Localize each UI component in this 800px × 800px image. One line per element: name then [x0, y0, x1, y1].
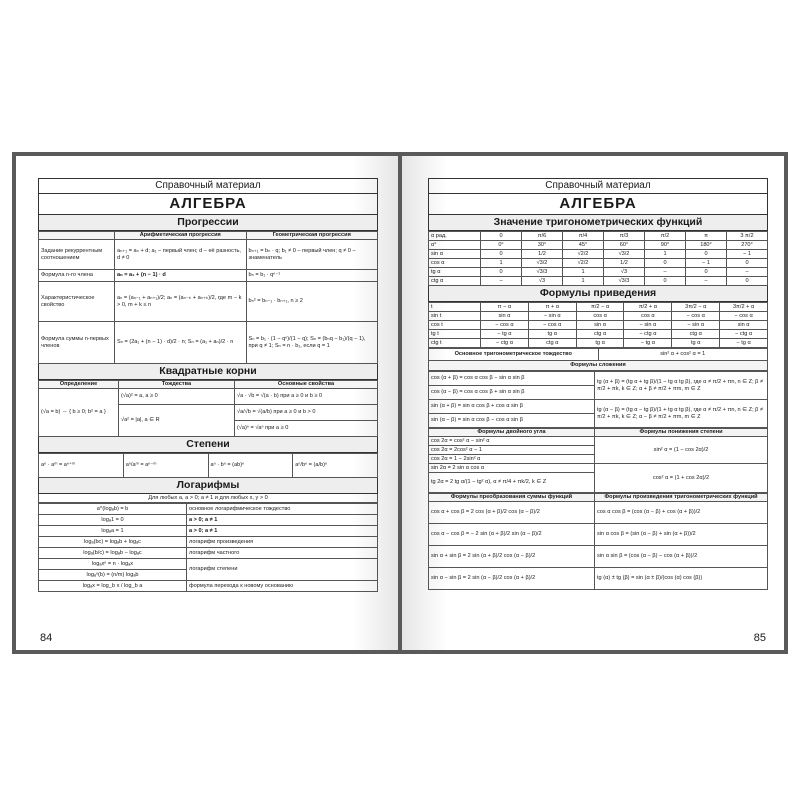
reduction-cell: tg α: [576, 339, 624, 348]
addition-formula: cos (α − β) = cos α cos β + sin α sin β: [429, 386, 595, 400]
log-formula: logₐa = 1: [39, 526, 187, 537]
trig-cell: 1/2: [522, 250, 563, 259]
section-roots: Квадратные корни: [38, 364, 378, 380]
reduction-cell: − cos α: [720, 312, 768, 321]
page-right: [402, 156, 784, 650]
arith-cell: Sₙ = (2a₁ + (n − 1) · d)/2 · n; Sₙ = (a₁ + aₙ)/2 · n: [115, 322, 247, 364]
table-header: Геометрическая прогрессия: [246, 232, 378, 240]
geom-cell: Sₙ = b₁ · (1 − qⁿ)/(1 − q); Sₙ = (bₙq − b₁)/(q − 1), при q ≠ 1; Sₙ = n · b₁, если q = 1: [246, 322, 378, 364]
trig-cell: 0: [727, 259, 768, 268]
reduction-cell: π/2 − α: [576, 303, 624, 312]
log-desc: логарифм произведения: [187, 537, 378, 548]
section-logs: Логарифмы: [38, 478, 378, 494]
reduction-cell: − cos α: [672, 312, 720, 321]
main-title: АЛГЕБРА: [428, 194, 768, 215]
product-formula: cos α cos β = (cos (α − β) + cos (α + β))/2: [595, 502, 768, 524]
reduction-cell: − sin α: [528, 312, 576, 321]
trig-label: ctg α: [429, 277, 481, 286]
lowering-formula: cos² α = (1 + cos 2α)/2: [595, 464, 768, 493]
power-cell: aⁿ · aᵐ = aⁿ⁺ᵐ: [39, 454, 124, 478]
product-formula: tg (α) ± tg (β) = sin (α ± β)/(cos (α) cos (β)): [595, 568, 768, 590]
main-title: АЛГЕБРА: [38, 194, 378, 215]
reduction-cell: − tg α: [624, 339, 672, 348]
trig-label: cos α: [429, 259, 481, 268]
table-header: Формулы понижения степени: [595, 429, 768, 437]
row-label: Формула суммы n-первых членов: [39, 322, 115, 364]
reduction-cell: π − α: [481, 303, 529, 312]
trig-cell: 0: [686, 268, 727, 277]
addition-table: [428, 371, 768, 428]
power-cell: aⁿ/aᵐ = aⁿ⁻ᵐ: [123, 454, 208, 478]
roots-table: [38, 380, 378, 437]
trig-cell: √2/2: [563, 259, 604, 268]
root-property: √a/√b = √(a/b) при a ≥ 0 и b > 0: [235, 405, 378, 421]
geom-cell: bₙ² = bₙ₋₁ · bₙ₊₁, n ≥ 2: [246, 282, 378, 322]
trig-cell: √3/2: [522, 259, 563, 268]
trig-cell: 30°: [522, 241, 563, 250]
double-formula: tg 2α = 2 tg α/(1 − tg² α), α ≠ π/4 + πk/2, k ∈ Z: [429, 473, 595, 493]
reduction-cell: − ctg α: [624, 330, 672, 339]
sum-formula: sin α − sin β = 2 sin (α − β)/2 cos (α + β)/2: [429, 568, 595, 590]
trig-cell: 3 π/2: [727, 232, 768, 241]
book-spread: [12, 152, 788, 654]
log-formula: logₐx = log_b x / log_b a: [39, 581, 187, 592]
page-number: 84: [40, 632, 53, 644]
transform-table: [428, 493, 768, 590]
trig-cell: 0: [727, 277, 768, 286]
reduction-cell: − ctg α: [720, 330, 768, 339]
reduction-cell: − sin α: [672, 321, 720, 330]
sum-formula: cos α + cos β = 2 cos (α + β)/2 cos (α − β)/2: [429, 502, 595, 524]
trig-cell: 180°: [686, 241, 727, 250]
reduction-cell: 3π/2 + α: [720, 303, 768, 312]
trig-cell: 0: [481, 232, 522, 241]
row-label: Формула n-го члена: [39, 270, 115, 282]
sum-formula: sin α + sin β = 2 sin (α + β)/2 cos (α − β)/2: [429, 546, 595, 568]
table-header: Формулы произведения тригонометрических функций: [595, 494, 768, 502]
addition-formula: sin (α + β) = sin α cos β + cos α sin β: [429, 400, 595, 414]
log-desc: логарифм частного: [187, 548, 378, 559]
identity-formula: sin² α + cos² α = 1: [598, 349, 768, 361]
log-formula: logₐⁿ(b) = (n/m) logₐb: [39, 570, 187, 581]
row-label: Задание рекуррентным соотношением: [39, 240, 115, 270]
product-formula: sin α cos β = (sin (α − β) + sin (α + β))/2: [595, 524, 768, 546]
reduction-cell: − ctg α: [481, 339, 529, 348]
reduction-cell: − cos α: [528, 321, 576, 330]
reduction-cell: ctg α: [672, 330, 720, 339]
reduction-cell: cos α: [624, 312, 672, 321]
geom-cell: bₙ = b₁ · qⁿ⁻¹: [246, 270, 378, 282]
addition-formula: cos (α + β) = cos α cos β − sin α sin β: [429, 372, 595, 386]
reduction-label: sin t: [429, 312, 481, 321]
trig-cell: 0: [645, 277, 686, 286]
log-formula: a^(logₐb) = b: [39, 504, 187, 515]
table-header: [39, 232, 115, 240]
page-left: [16, 156, 398, 650]
section-trig-values: Значение тригонометрических функций: [428, 215, 768, 231]
reduction-cell: sin α: [576, 321, 624, 330]
reduction-label: t: [429, 303, 481, 312]
reduction-cell: sin α: [481, 312, 529, 321]
table-header: Арифметическая прогрессия: [115, 232, 247, 240]
page-number: 85: [753, 632, 766, 644]
trig-cell: 1: [481, 259, 522, 268]
trig-cell: 0°: [481, 241, 522, 250]
trig-cell: − 1: [727, 250, 768, 259]
reduction-cell: ctg α: [528, 339, 576, 348]
reduction-cell: cos α: [576, 312, 624, 321]
ref-title: Справочный материал: [38, 178, 378, 194]
reduction-cell: sin α: [720, 321, 768, 330]
row-label: Характеристическое свойство: [39, 282, 115, 322]
trig-cell: 1: [563, 277, 604, 286]
addition-formula: sin (α − β) = sin α cos β − cos α sin β: [429, 414, 595, 428]
reduction-cell: − tg α: [481, 330, 529, 339]
logs-table: [38, 503, 378, 592]
trig-cell: 0: [481, 250, 522, 259]
table-header: Формулы двойного угла: [429, 429, 595, 437]
double-formula: cos 2α = 2cos² α − 1: [429, 446, 595, 455]
section-powers: Степени: [38, 437, 378, 453]
powers-table: [38, 453, 378, 478]
trig-cell: –: [727, 268, 768, 277]
table-header: Формулы преобразования суммы функций: [429, 494, 595, 502]
root-property: √a · √b = √(a · b) при a ≥ 0 и b ≥ 0: [235, 389, 378, 405]
trig-cell: √3/2: [604, 250, 645, 259]
trig-cell: 0: [481, 268, 522, 277]
addition-tg-formula: tg (α + β) = (tg α + tg β)/(1 − tg α tg β), где α ≠ π/2 + πn, n ∈ Z; β ≠ π/2 + πk, k ∈ Z; α + β ≠ π/2 + πm, m ∈ Z: [595, 372, 768, 400]
log-desc: a > 0; a ≠ 1: [187, 526, 378, 537]
double-lowering-table: [428, 428, 768, 493]
trig-cell: √3: [522, 277, 563, 286]
arith-cell: aₙ = a₁ + (n − 1) · d: [115, 270, 247, 282]
reduction-cell: tg α: [672, 339, 720, 348]
log-desc: формула перехода к новому основанию: [187, 581, 378, 592]
root-definition: (√a = b) ⇔ { b ≥ 0; b² = a }: [39, 389, 119, 437]
trig-cell: 1: [645, 250, 686, 259]
identity-table: [428, 348, 768, 361]
trig-cell: √3/3: [522, 268, 563, 277]
reduction-table: [428, 302, 768, 348]
table-header: Определение: [39, 381, 119, 389]
power-cell: aⁿ · bⁿ = (ab)ⁿ: [208, 454, 293, 478]
trig-cell: 90°: [645, 241, 686, 250]
reduction-cell: π + α: [528, 303, 576, 312]
trig-cell: 0: [645, 259, 686, 268]
reduction-cell: − cos α: [481, 321, 529, 330]
root-property: (√a)ⁿ = √aⁿ при a ≥ 0: [235, 421, 378, 437]
trig-cell: π/3: [604, 232, 645, 241]
root-identity: (√a)² = a, a ≥ 0: [119, 389, 235, 405]
reduction-cell: ctg α: [576, 330, 624, 339]
table-header: Основные свойства: [235, 381, 378, 389]
double-formula: sin 2α = 2 sin α cos α: [429, 464, 595, 473]
product-formula: sin α sin β = (cos (α − β) − cos (α + β))/2: [595, 546, 768, 568]
trig-cell: 45°: [563, 241, 604, 250]
trig-label: tg α: [429, 268, 481, 277]
trig-cell: √3: [604, 268, 645, 277]
reduction-label: tg t: [429, 330, 481, 339]
trig-cell: π/2: [645, 232, 686, 241]
table-header: Тождества: [119, 381, 235, 389]
logs-note: Для любых a, a > 0; a ≠ 1 и для любых x, y > 0: [38, 494, 378, 503]
trig-cell: 1/2: [604, 259, 645, 268]
trig-cell: 60°: [604, 241, 645, 250]
double-formula: cos 2α = cos² α − sin² α: [429, 437, 595, 446]
reduction-cell: tg α: [528, 330, 576, 339]
trig-cell: –: [645, 268, 686, 277]
section-reduction: Формулы приведения: [428, 286, 768, 302]
log-formula: logₐ(bc) = logₐb + logₐc: [39, 537, 187, 548]
root-identity: √a² = |a|, a ∈ R: [119, 405, 235, 437]
power-cell: aⁿ/bⁿ = (a/b)ⁿ: [293, 454, 378, 478]
trig-values-table: [428, 231, 768, 286]
addition-tg-formula: tg (α − β) = (tg α − tg β)/(1 + tg α tg β), где α ≠ π/2 + πn, n ∈ Z; β ≠ π/2 + πk, k ∈ Z; α − β ≠ π/2 + πm, m ∈ Z: [595, 400, 768, 428]
arith-cell: aₙ₊₁ = aₙ + d; a₁ – первый член; d – её разность, d ≠ 0: [115, 240, 247, 270]
progressions-table: [38, 231, 378, 364]
trig-cell: √2/2: [563, 250, 604, 259]
log-formula: logₐ1 = 0: [39, 515, 187, 526]
section-progressions: Прогрессии: [38, 215, 378, 231]
identity-label: Основное тригонометрическое тождество: [429, 349, 599, 361]
trig-cell: –: [686, 277, 727, 286]
log-desc: a > 0; a ≠ 1: [187, 515, 378, 526]
trig-cell: − 1: [686, 259, 727, 268]
trig-label: sin α: [429, 250, 481, 259]
trig-cell: 270°: [727, 241, 768, 250]
trig-cell: π: [686, 232, 727, 241]
reduction-cell: − tg α: [720, 339, 768, 348]
arith-cell: aₙ = (aₙ₋₁ + aₙ₊₁)/2; aₙ = (aₙ₋ₖ + aₙ₊ₖ)/2, где m − k > 0, m + k ≤ n: [115, 282, 247, 322]
lowering-formula: sin² α = (1 − cos 2α)/2: [595, 437, 768, 464]
log-desc: логарифм степени: [187, 559, 378, 581]
log-formula: logₐ(b/c) = logₐb − logₐc: [39, 548, 187, 559]
trig-label: α рад.: [429, 232, 481, 241]
trig-cell: 0: [686, 250, 727, 259]
trig-cell: –: [481, 277, 522, 286]
right-content: [428, 178, 768, 590]
geom-cell: bₙ₊₁ = bₙ · q; b₁ ≠ 0 – первый член; q ≠ 0 – знаменатель: [246, 240, 378, 270]
left-content: [38, 178, 378, 592]
trig-label: α°: [429, 241, 481, 250]
log-desc: основное логарифмическое тождество: [187, 504, 378, 515]
double-formula: cos 2α = 1 − 2sin² α: [429, 455, 595, 464]
sum-formula: cos α − cos β = − 2 sin (α + β)/2 sin (α − β)/2: [429, 524, 595, 546]
trig-cell: π/4: [563, 232, 604, 241]
ref-title: Справочный материал: [428, 178, 768, 194]
reduction-cell: − sin α: [624, 321, 672, 330]
log-formula: logₐxⁿ = n · logₐx: [39, 559, 187, 570]
trig-cell: 1: [563, 268, 604, 277]
trig-cell: π/6: [522, 232, 563, 241]
reduction-cell: 3π/2 − α: [672, 303, 720, 312]
reduction-label: cos t: [429, 321, 481, 330]
reduction-cell: π/2 + α: [624, 303, 672, 312]
reduction-label: ctg t: [429, 339, 481, 348]
trig-cell: √3/3: [604, 277, 645, 286]
section-addition: Формулы сложения: [428, 361, 768, 371]
